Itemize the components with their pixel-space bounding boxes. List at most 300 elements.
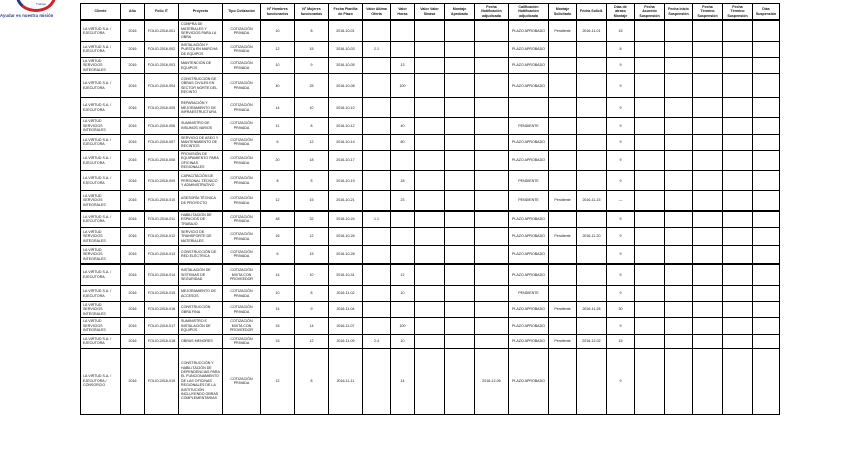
- table-cell: FOLIO-2016-004: [145, 74, 179, 98]
- table-cell: 25: [295, 74, 329, 98]
- table-cell: LA VIRTUD S.A. / EJECUTORA / CONSORCIO: [81, 348, 121, 414]
- table-cell: [363, 171, 391, 191]
- table-cell: [475, 318, 509, 334]
- table-cell: [723, 20, 753, 41]
- table-row[interactable]: [81, 264, 780, 286]
- column-header: Días Suspensión: [753, 4, 780, 21]
- table-cell: [549, 246, 577, 264]
- table-cell: 9: [607, 98, 635, 118]
- table-cell: [549, 41, 577, 57]
- table-cell: [549, 264, 577, 286]
- table-cell: [445, 134, 475, 150]
- table-cell: —: [607, 191, 635, 211]
- table-cell: [665, 246, 693, 264]
- table-cell: SUMINISTRO DE INSUMOS VARIOS: [179, 118, 223, 134]
- table-cell: 2016: [121, 246, 145, 264]
- table-cell: [445, 348, 475, 414]
- column-header: Fecha Término Suspensión: [723, 4, 753, 21]
- table-row[interactable]: [81, 150, 780, 171]
- table-cell: 2016: [121, 58, 145, 74]
- table-row[interactable]: [81, 74, 780, 98]
- table-cell: [635, 228, 665, 246]
- table-cell: MANTENCIÓN DE EQUIPOS: [179, 58, 223, 74]
- table-cell: 2.1: [363, 41, 391, 57]
- table-cell: 100: [391, 318, 415, 334]
- table-cell: [753, 228, 780, 246]
- projects-table: [80, 3, 780, 415]
- table-row[interactable]: [81, 41, 780, 57]
- table-cell: PLAZO APROBADO: [509, 246, 549, 264]
- table-cell: LA VIRTUD S.A. / EJECUTORA: [81, 41, 121, 57]
- table-cell: LA VIRTUD S.A. / EJECUTORA: [81, 286, 121, 302]
- table-cell: 5: [295, 171, 329, 191]
- table-cell: 2016: [121, 318, 145, 334]
- table-cell: 9: [607, 171, 635, 191]
- table-cell: 18: [295, 150, 329, 171]
- table-cell: [753, 58, 780, 74]
- table-cell: FOLIO-2016-006: [145, 118, 179, 134]
- table-cell: 10: [391, 334, 415, 348]
- table-row[interactable]: [81, 334, 780, 348]
- table-cell: COTIZACIÓN PRIVADA: [223, 134, 261, 150]
- table-cell: [577, 150, 607, 171]
- table-cell: 100: [391, 74, 415, 98]
- table-cell: COTIZACIÓN PRIVADA: [223, 191, 261, 211]
- table-cell: [475, 211, 509, 228]
- table-cell: [723, 334, 753, 348]
- table-cell: COMPRA DE MATERIALES Y SERVICIOS PARA LA OBRA: [179, 20, 223, 41]
- table-cell: [693, 150, 723, 171]
- table-cell: CONSTRUCCIÓN OBRA FINA: [179, 302, 223, 318]
- table-cell: [549, 134, 577, 150]
- table-cell: 9: [607, 150, 635, 171]
- table-cell: [415, 191, 445, 211]
- table-cell: [549, 171, 577, 191]
- table-cell: [753, 134, 780, 150]
- logo: [0, 0, 80, 24]
- table-cell: [665, 228, 693, 246]
- table-cell: 9: [607, 118, 635, 134]
- table-cell: LA VIRTUD SERVICIOS INTEGRALES: [81, 318, 121, 334]
- logo-subtitle: Trabajo: [36, 2, 47, 6]
- table-cell: 18: [391, 171, 415, 191]
- table-cell: CAPACITACIÓN DE PERSONAL TÉCNICO Y ADMINISTRATIVO: [179, 171, 223, 191]
- table-cell: [549, 211, 577, 228]
- table-cell: [753, 264, 780, 286]
- table-cell: [391, 150, 415, 171]
- table-cell: [445, 334, 475, 348]
- table-cell: [723, 58, 753, 74]
- table-cell: 9: [295, 302, 329, 318]
- table-cell: [445, 98, 475, 118]
- table-cell: 9: [607, 228, 635, 246]
- table-cell: COTIZACIÓN PRIVADA: [223, 334, 261, 348]
- table-cell: 14: [295, 318, 329, 334]
- table-cell: [475, 302, 509, 318]
- table-cell: [577, 286, 607, 302]
- table-cell: PLAZO APROBADO: [509, 334, 549, 348]
- table-cell: [363, 318, 391, 334]
- column-header: Montaje Solicitado: [549, 4, 577, 21]
- table-cell: 11: [261, 118, 295, 134]
- table-row[interactable]: [81, 134, 780, 150]
- table-cell: 12: [295, 228, 329, 246]
- table-cell: LA VIRTUD S.A. / EJECUTORA: [81, 98, 121, 118]
- table-cell: [445, 286, 475, 302]
- table-cell: PENDIENTE: [509, 191, 549, 211]
- table-cell: 2016-11-01: [577, 20, 607, 41]
- table-cell: [665, 134, 693, 150]
- table-cell: FOLIO-2016-005: [145, 98, 179, 118]
- table-cell: [665, 171, 693, 191]
- table-cell: 8: [261, 171, 295, 191]
- table-cell: [475, 334, 509, 348]
- table-cell: [723, 98, 753, 118]
- table-row[interactable]: [81, 246, 780, 264]
- column-header: Proyecto: [179, 4, 223, 21]
- table-cell: 2016-11-07: [329, 318, 363, 334]
- table-cell: [665, 302, 693, 318]
- table-cell: [391, 211, 415, 228]
- table-cell: [363, 246, 391, 264]
- table-cell: [693, 302, 723, 318]
- table-cell: [475, 58, 509, 74]
- table-cell: 12: [391, 264, 415, 286]
- table-cell: [693, 20, 723, 41]
- table-cell: [693, 348, 723, 414]
- table-cell: 14: [391, 348, 415, 414]
- table-cell: CONSTRUCCIÓN DE RED ELÉCTRICA: [179, 246, 223, 264]
- table-cell: 2.4: [363, 334, 391, 348]
- table-cell: [391, 228, 415, 246]
- table-cell: [445, 191, 475, 211]
- table-cell: 9: [607, 246, 635, 264]
- table-cell: 2016-10-14: [329, 134, 363, 150]
- table-cell: [363, 134, 391, 150]
- table-cell: [753, 246, 780, 264]
- table-cell: [693, 246, 723, 264]
- table-cell: [693, 41, 723, 57]
- table-cell: COTIZACIÓN PRIVADA: [223, 246, 261, 264]
- table-cell: [723, 74, 753, 98]
- table-cell: [415, 41, 445, 57]
- table-cell: [753, 171, 780, 191]
- table-cell: 2016-10-12: [329, 118, 363, 134]
- table-cell: [475, 246, 509, 264]
- table-cell: 2016: [121, 41, 145, 57]
- table-cell: [723, 191, 753, 211]
- table-cell: [723, 318, 753, 334]
- table-cell: COTIZACIÓN PRIVADA: [223, 302, 261, 318]
- column-header: Nº Mujeres funcionarias: [295, 4, 329, 21]
- table-cell: [635, 98, 665, 118]
- table-cell: [665, 41, 693, 57]
- table-cell: [363, 58, 391, 74]
- table-cell: 2016-10-28: [329, 246, 363, 264]
- table-cell: CONSTRUCCIÓN DE OBRAS CIVILES EN SECTOR NORTE DEL RECINTO: [179, 74, 223, 98]
- table-cell: [635, 246, 665, 264]
- table-cell: 9: [607, 318, 635, 334]
- table-cell: FOLIO-2016-016: [145, 302, 179, 318]
- table-cell: SERVICIO DE TRANSPORTE DE MATERIALES: [179, 228, 223, 246]
- table-cell: PENDIENTE: [509, 286, 549, 302]
- table-cell: [665, 150, 693, 171]
- table-cell: [509, 98, 549, 118]
- table-cell: [445, 318, 475, 334]
- table-row[interactable]: [81, 318, 780, 334]
- table-cell: 6: [261, 246, 295, 264]
- table-cell: COTIZACIÓN MIXTA CON PROVEEDOR: [223, 318, 261, 334]
- table-cell: PLAZO APROBADO: [509, 134, 549, 150]
- table-cell: [475, 20, 509, 41]
- table-cell: FOLIO-2016-009: [145, 171, 179, 191]
- table-cell: [635, 318, 665, 334]
- table-cell: [693, 264, 723, 286]
- table-cell: 2016: [121, 171, 145, 191]
- table-cell: [577, 118, 607, 134]
- logo-tagline: Ayudar es nuestra misión: [0, 13, 54, 18]
- table-cell: 2016-12-02: [577, 334, 607, 348]
- table-cell: [635, 348, 665, 414]
- table-cell: [363, 286, 391, 302]
- table-cell: SERVICIO DE ASEO Y MANTENIMIENTO DE RECINTOS: [179, 134, 223, 150]
- table-cell: [415, 150, 445, 171]
- table-cell: 10: [261, 286, 295, 302]
- column-header: Cliente: [81, 4, 121, 21]
- table-cell: 30: [607, 302, 635, 318]
- table-cell: [363, 118, 391, 134]
- table-cell: 6: [261, 134, 295, 150]
- table-cell: 12: [261, 348, 295, 414]
- table-cell: [665, 264, 693, 286]
- table-cell: PROVISIÓN DE EQUIPAMIENTO PARA OFICINAS REGIONALES: [179, 150, 223, 171]
- table-cell: FOLIO-2016-012: [145, 228, 179, 246]
- table-cell: [723, 246, 753, 264]
- table-cell: [445, 58, 475, 74]
- table-cell: 10: [391, 286, 415, 302]
- table-cell: [577, 348, 607, 414]
- table-row[interactable]: [81, 98, 780, 118]
- table-cell: 2016-11-02: [329, 286, 363, 302]
- table-cell: ASESORÍA TÉCNICA DE PROYECTO: [179, 191, 223, 211]
- table-cell: [693, 134, 723, 150]
- table-cell: 8: [607, 41, 635, 57]
- table-cell: [549, 118, 577, 134]
- table-cell: PLAZO APROBADO: [509, 318, 549, 334]
- table-cell: [753, 211, 780, 228]
- table-cell: COTIZACIÓN PRIVADA: [223, 286, 261, 302]
- table-cell: [635, 134, 665, 150]
- table-cell: 14: [261, 264, 295, 286]
- table-cell: [693, 118, 723, 134]
- table-cell: [635, 302, 665, 318]
- table-row[interactable]: [81, 211, 780, 228]
- table-cell: COTIZACIÓN PRIVADA: [223, 20, 261, 41]
- table-cell: 14: [261, 302, 295, 318]
- table-cell: [723, 286, 753, 302]
- table-cell: 12: [261, 191, 295, 211]
- table-cell: [415, 228, 445, 246]
- table-cell: [363, 348, 391, 414]
- table-cell: [665, 211, 693, 228]
- table-cell: 12: [295, 134, 329, 150]
- column-header: Fecha Solicit.: [577, 4, 607, 21]
- table-cell: FOLIO-2016-010: [145, 191, 179, 211]
- table-cell: LA VIRTUD S.A. / EJECUTORA: [81, 211, 121, 228]
- table-cell: [391, 41, 415, 57]
- table-cell: [753, 191, 780, 211]
- table-cell: [635, 211, 665, 228]
- table-row[interactable]: [81, 286, 780, 302]
- table-row[interactable]: [81, 348, 780, 414]
- table-cell: [635, 58, 665, 74]
- table-cell: [415, 211, 445, 228]
- table-cell: FOLIO-2016-015: [145, 286, 179, 302]
- table-cell: [577, 134, 607, 150]
- table-cell: [391, 302, 415, 318]
- table-cell: [475, 228, 509, 246]
- table-cell: [549, 150, 577, 171]
- table-cell: [445, 228, 475, 246]
- table-cell: 2016-11-04: [329, 302, 363, 318]
- table-cell: [475, 264, 509, 286]
- table-cell: LA VIRTUD S.A. / EJECUTORA: [81, 150, 121, 171]
- table-cell: [753, 318, 780, 334]
- table-cell: [665, 58, 693, 74]
- table-cell: [577, 264, 607, 286]
- table-cell: PLAZO APROBADO: [509, 264, 549, 286]
- table-cell: LA VIRTUD S.A. / EJECUTORA: [81, 134, 121, 150]
- table-cell: [363, 228, 391, 246]
- table-cell: [577, 318, 607, 334]
- column-header: Valor Horas: [391, 4, 415, 21]
- table-cell: 2016: [121, 334, 145, 348]
- table-cell: 2016: [121, 118, 145, 134]
- column-header: Días de atraso Montaje: [607, 4, 635, 21]
- table-cell: INSTALACIÓN DE SISTEMAS DE SEGURIDAD: [179, 264, 223, 286]
- table-cell: LA VIRTUD SERVICIOS INTEGRALES: [81, 246, 121, 264]
- table-cell: [445, 211, 475, 228]
- table-cell: 80: [391, 134, 415, 150]
- table-cell: [693, 98, 723, 118]
- table-cell: FOLIO-2016-007: [145, 134, 179, 150]
- table-cell: COTIZACIÓN PRIVADA: [223, 74, 261, 98]
- table-cell: [475, 191, 509, 211]
- table-cell: [549, 318, 577, 334]
- table-cell: 10: [295, 98, 329, 118]
- table-cell: 2016-10-21: [329, 191, 363, 211]
- table-cell: [475, 118, 509, 134]
- table-cell: 15: [607, 334, 635, 348]
- table-cell: COTIZACIÓN PRIVADA: [223, 171, 261, 191]
- table-row[interactable]: [81, 171, 780, 191]
- table-row[interactable]: [81, 58, 780, 74]
- table-cell: 12: [295, 334, 329, 348]
- table-cell: [753, 118, 780, 134]
- column-header: Fecha Acuerdo Suspensión: [635, 4, 665, 21]
- table-cell: Pendiente: [549, 191, 577, 211]
- table-cell: 12: [261, 41, 295, 57]
- table-cell: 10: [261, 58, 295, 74]
- table-cell: [445, 264, 475, 286]
- table-row[interactable]: [81, 191, 780, 211]
- table-cell: [753, 348, 780, 414]
- table-cell: 2016-10-01: [329, 20, 363, 41]
- table-cell: 15: [261, 318, 295, 334]
- table-cell: [723, 348, 753, 414]
- table-cell: 2016-10-05: [329, 58, 363, 74]
- table-cell: 9: [607, 264, 635, 286]
- table-cell: 40: [261, 74, 295, 98]
- table-cell: [577, 211, 607, 228]
- table-cell: 9: [607, 74, 635, 98]
- table-cell: SUMINISTRO E INSTALACIÓN DE EQUIPOS: [179, 318, 223, 334]
- table-cell: FOLIO-2016-013: [145, 246, 179, 264]
- table-cell: [415, 58, 445, 74]
- column-header: Fecha Término Suspensión: [693, 4, 723, 21]
- table-cell: 9: [607, 134, 635, 150]
- table-cell: [445, 171, 475, 191]
- table-cell: 2016-12-06: [475, 348, 509, 414]
- table-cell: [577, 98, 607, 118]
- table-cell: [415, 334, 445, 348]
- table-row[interactable]: [81, 228, 780, 246]
- column-header: Nº Hombres funcionarios: [261, 4, 295, 21]
- table-cell: PLAZO APROBADO: [509, 20, 549, 41]
- table-row[interactable]: [81, 118, 780, 134]
- table-cell: LA VIRTUD SERVICIOS INTEGRALES: [81, 118, 121, 134]
- table-cell: 48: [261, 211, 295, 228]
- table-cell: LA VIRTUD S.A. / EJECUTORA: [81, 334, 121, 348]
- table-cell: 9: [607, 58, 635, 74]
- table-cell: [723, 228, 753, 246]
- table-cell: 9: [607, 211, 635, 228]
- table-cell: [363, 20, 391, 41]
- table-cell: [635, 41, 665, 57]
- table-cell: 2016-10-10: [329, 98, 363, 118]
- table-cell: [665, 98, 693, 118]
- table-cell: Pendiente: [549, 334, 577, 348]
- table-cell: [475, 286, 509, 302]
- table-cell: [475, 171, 509, 191]
- table-cell: [753, 20, 780, 41]
- table-cell: [577, 74, 607, 98]
- table-cell: Pendiente: [549, 228, 577, 246]
- table-cell: 10: [295, 264, 329, 286]
- table-cell: LA VIRTUD S.A. / EJECUTORA: [81, 20, 121, 41]
- table-cell: [415, 118, 445, 134]
- table-cell: [415, 74, 445, 98]
- table-cell: LA VIRTUD SERVICIOS INTEGRALES: [81, 191, 121, 211]
- table-cell: 8: [295, 20, 329, 41]
- table-cell: [753, 286, 780, 302]
- table-cell: PLAZO APROBADO: [509, 150, 549, 171]
- table-cell: [445, 150, 475, 171]
- table-row[interactable]: [81, 20, 780, 41]
- table-cell: [363, 264, 391, 286]
- table-cell: PENDIENTE: [509, 171, 549, 191]
- table-row[interactable]: [81, 302, 780, 318]
- table-cell: [415, 302, 445, 318]
- table-cell: 15: [295, 246, 329, 264]
- column-header: Valor Altima Oferta: [363, 4, 391, 21]
- table-cell: 9: [607, 286, 635, 302]
- table-header-row: [81, 4, 780, 21]
- table-cell: [665, 318, 693, 334]
- table-cell: [475, 134, 509, 150]
- table-cell: FOLIO-2016-008: [145, 150, 179, 171]
- table-cell: 2016-10-03: [329, 41, 363, 57]
